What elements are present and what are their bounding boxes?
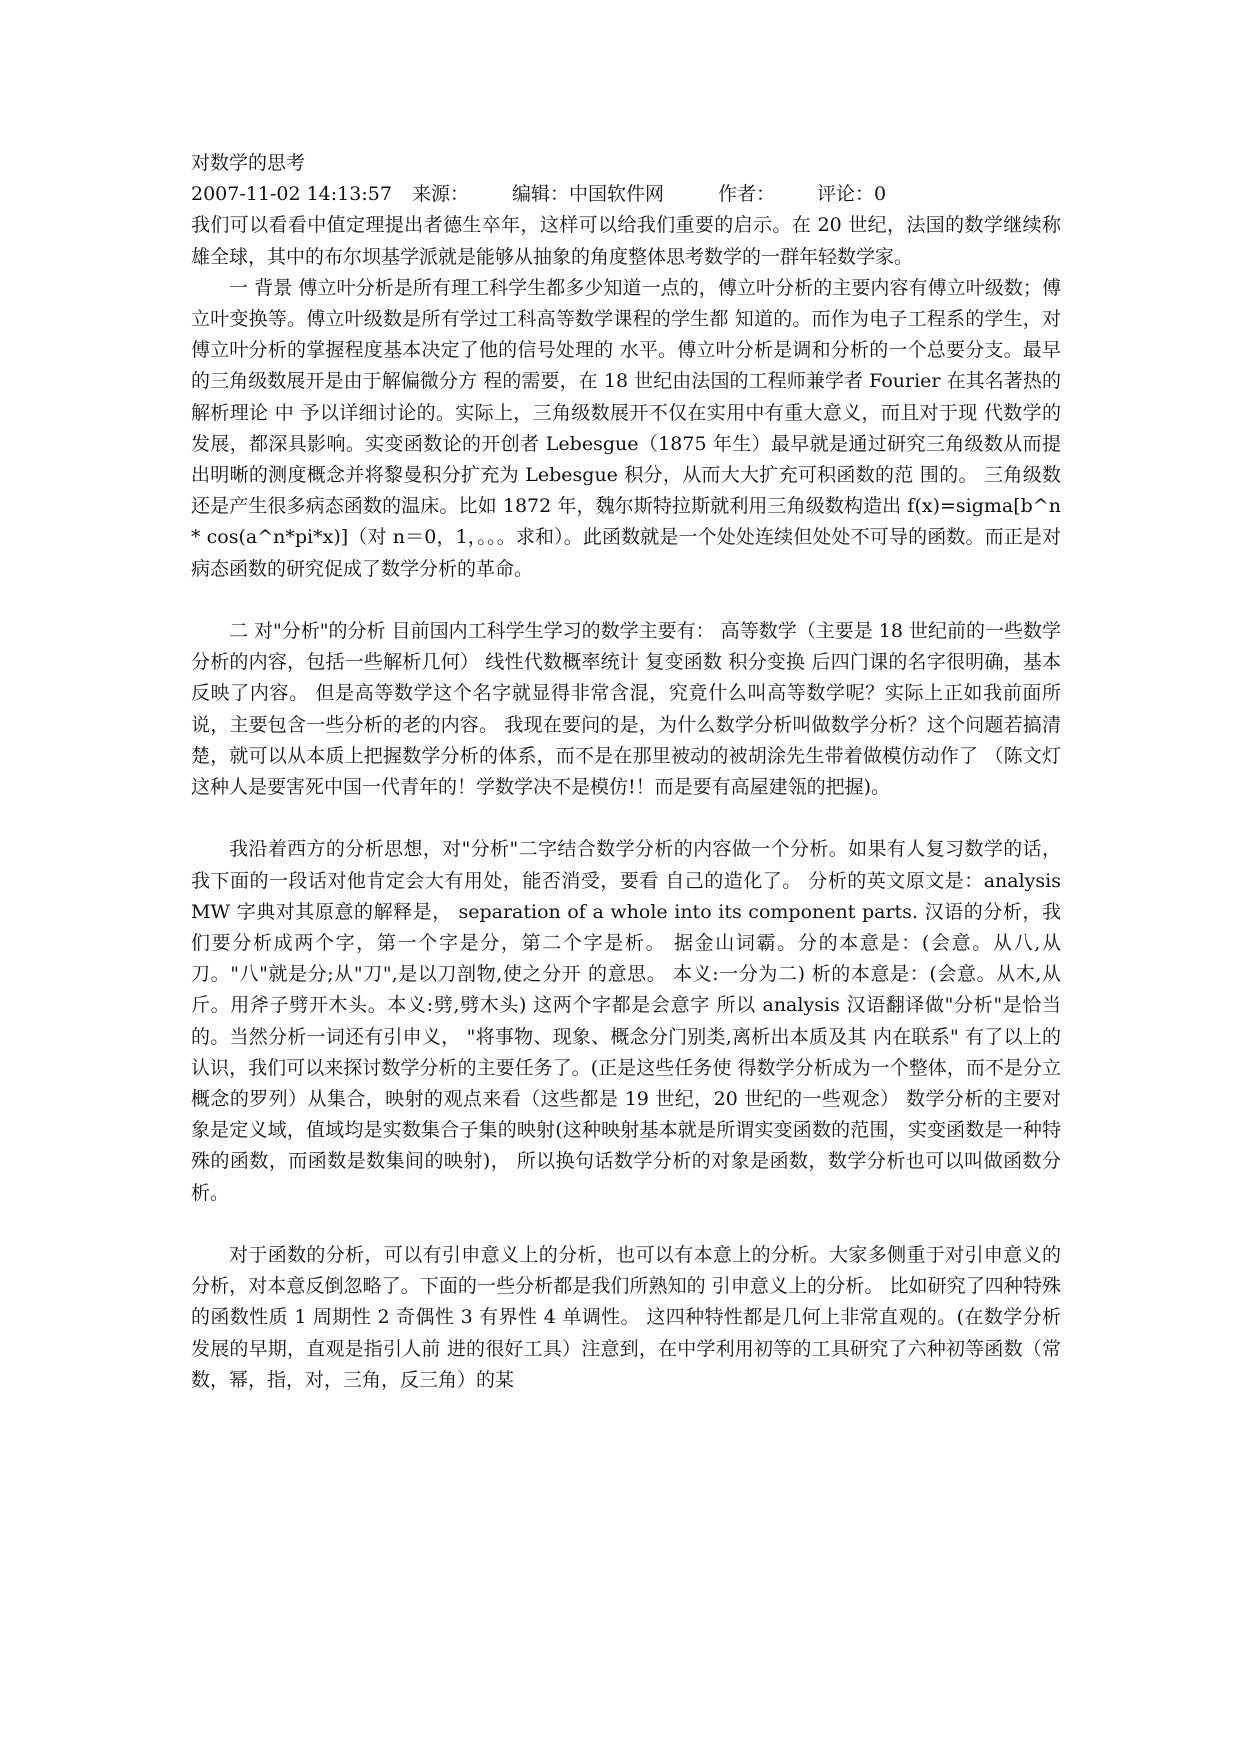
paragraph-spacer xyxy=(191,585,1061,616)
paragraph-western-analysis: 我沿着西方的分析思想，对"分析"二字结合数学分析的内容做一个分析。如果有人复习数学的话，我下面的一段话对他肯定会大有用处，能否消受，要看 自己的造化了。 分析的英文原文是：analysis MW 字典对其原意的解释是， separation of a whole into its component parts. 汉语的分析，我们要分析成两个字，第一个字是分，第二个字是析。 据金山词霸。分的本意是：(会意。从八,从刀。"八"就是分;从"刀",是以刀剖物,使之分开 的意思。 本义:一分为二) 析的本意是：(会意。从木,从斤。用斧子劈开木头。本义:劈,劈木头) 这两个字都是会意字 所以 analysis 汉语翻译做"分析"是恰当的。当然分析一词还有引申义， "将事物、现象、概念分门别类,离析出本质及其 内在联系" 有了以上的认识，我们可以来探讨数学分析的主要任务了。(正是这些任务使 得数学分析成为一个整体，而不是分立概念的罗列）从集合，映射的观点来看（这些都是 19 世纪，20 世纪的一些观念） 数学分析的主要对象是定义域，值域均是实数集合子集的映射(这种映射基本就是所谓实变函数的范围，实变函数是一种特殊的函数，而函数是数集间的映射)， 所以换句话数学分析的对象是函数，数学分析也可以叫做函数分析。 xyxy=(191,838,1061,1204)
paragraph-spacer xyxy=(191,803,1061,834)
paragraph-intro: 我们可以看看中值定理提出者德生卒年，这样可以给我们重要的启示。在 20 世纪，法国的数学继续称雄全球，其中的布尔坝基学派就是能够从抽象的角度整体思考数学的一群年轻数学家。 xyxy=(191,214,1061,268)
document-page xyxy=(191,148,1061,1396)
publish-datetime: 2007-11-02 14:13:57 xyxy=(191,183,392,206)
paragraph-function-analysis: 对于函数的分析，可以有引申意义上的分析，也可以有本意上的分析。大家多侧重于对引申意义的分析，对本意反倒忽略了。下面的一些分析都是我们所熟知的 引申意义上的分析。 比如研究了四种特殊的函数性质 1 周期性 2 奇偶性 3 有界性 4 单调性。 这四种特性都是几何上非常直观的。(在数学分析发展的早期，直观是指引人前 进的很好工具）注意到，在中学利用初等的工具研究了六种初等函数（常数，幂，指，对，三角，反三角）的某 xyxy=(191,1244,1061,1391)
editor-label: 编辑：中国软件网 xyxy=(512,183,665,206)
source-label: 来源： xyxy=(412,183,470,206)
paragraph-background: 一 背景 傅立叶分析是所有理工科学生都多少知道一点的，傅立叶分析的主要内容有傅立叶级数；傅立叶变换等。傅立叶级数是所有学过工科高等数学课程的学生都 知道的。而作为电子工程系的学生，对傅立叶分析的掌握程度基本决定了他的信号处理的 水平。傅立叶分析是调和分析的一个总要分支。最早的三角级数展开是由于解偏微分方 程的需要，在 18 世纪由法国的工程师兼学者 Fourier 在其名著热的解析理论 中 予以详细讨论的。实际上，三角级数展开不仅在实用中有重大意义，而且对于现 代数学的发展，都深具影响。实变函数论的开创者 Lebesgue（1875 年生）最早就是通过研究三角级数从而提出明晰的测度概念并将黎曼积分扩充为 Lebesgue 积分，从而大大扩充可积函数的范 围的。 三角级数还是产生很多病态函数的温床。比如 1872 年，魏尔斯特拉斯就利用三角级数构造出 f(x)=sigma[b^n * cos(a^n*pi*x)]（对 n＝0，1，。。。求和）。此函数就是一个处处连续但处处不可导的函数。而正是对病态函数的研究促成了数学分析的革命。 xyxy=(191,276,1061,580)
author-label: 作者： xyxy=(718,183,776,206)
paragraph-spacer xyxy=(191,1209,1061,1240)
article-meta xyxy=(191,179,1061,210)
paragraph-analysis: 二 对"分析"的分析 目前国内工科学生学习的数学主要有： 高等数学（主要是 18 世纪前的一些数学分析的内容，包括一些解析几何） 线性代数概率统计 复变函数 积分变换 后四门课的名字很明确，基本反映了内容。 但是高等数学这个名字就显得非常含混，究竟什么叫高等数学呢？实际上正如我前面所说，主要包含一些分析的老的内容。 我现在要问的是，为什么数学分析叫做数学分析？这个问题若搞清楚，就可以从本质上把握数学分析的体系，而不是在那里被动的被胡涂先生带着做模仿动作了 （陈文灯这种人是要害死中国一代青年的！学数学决不是模仿!！而是要有高屋建瓴的把握)。 xyxy=(191,620,1061,799)
article-title: 对数学的思考 xyxy=(191,152,306,174)
comment-count: 评论：0 xyxy=(817,183,887,206)
